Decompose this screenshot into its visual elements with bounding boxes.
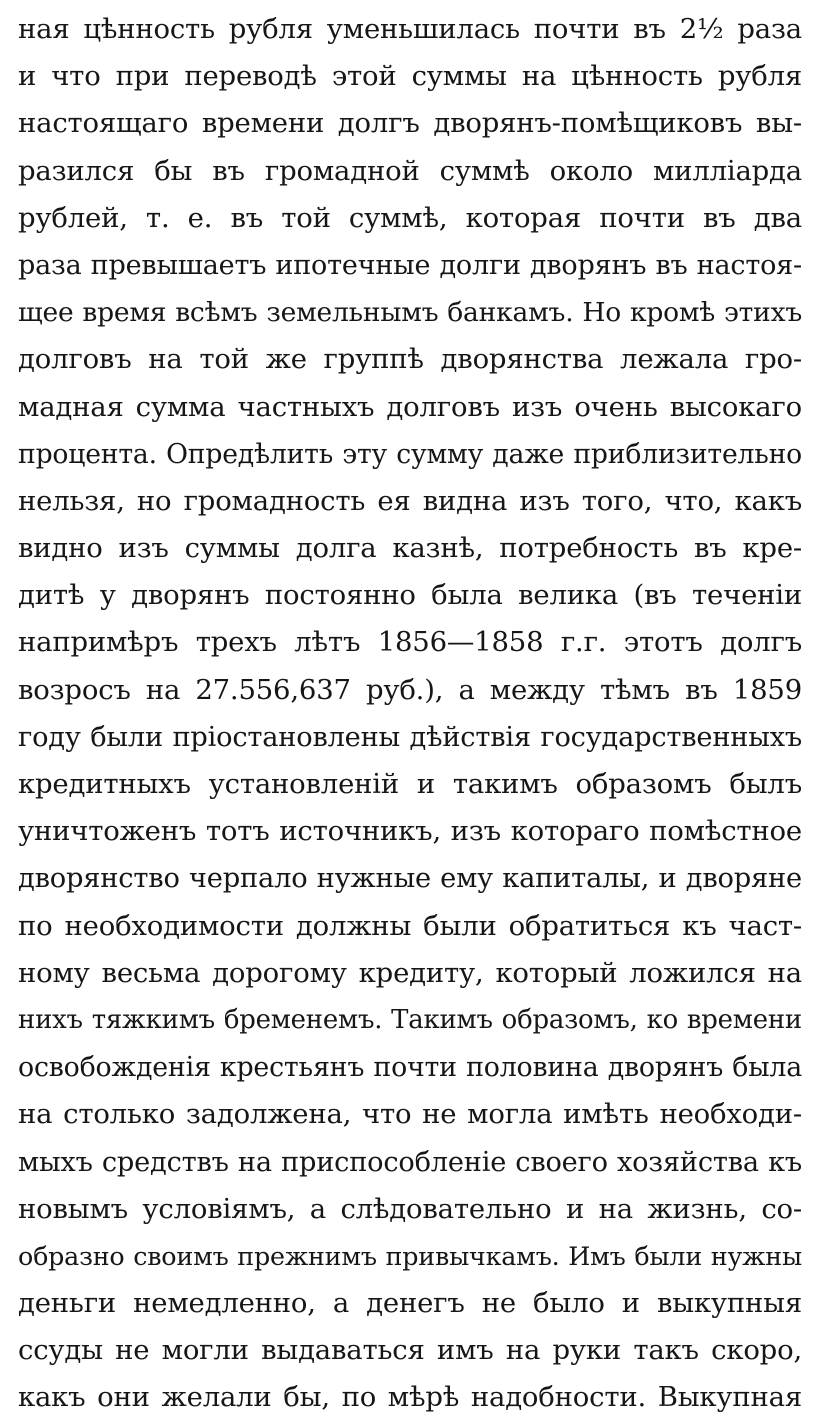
text-line: напримѣръ трехъ лѣтъ 1856—1858 г.г. этотъ долгъ: [18, 626, 802, 659]
text-line: мадная сумма частныхъ долговъ изъ очень высокаго: [18, 390, 802, 423]
text-line: ссуды не могли выдаваться имъ на руки такъ скоро,: [18, 1334, 802, 1367]
text-line: и что при переводѣ этой суммы на цѣнность рубля: [18, 60, 802, 93]
text-line: образно своимъ прежнимъ привычкамъ. Имъ были нужны: [18, 1240, 802, 1271]
text-line: новымъ условiямъ, а слѣдовательно и на жизнь, со-: [18, 1192, 802, 1225]
text-line: долговъ на той же группѣ дворянства лежала гро-: [18, 343, 802, 376]
text-line: мыхъ средствъ на приспособленiе своего хозяйства къ: [18, 1146, 802, 1178]
text-line: ному весьма дорогому кредиту, который ложился на: [18, 956, 802, 989]
text-line: какъ они желали бы, по мѣрѣ надобности. Выкупная: [18, 1381, 802, 1414]
text-line: дитѣ у дворянъ постоянно была велика (въ теченiи: [18, 579, 802, 612]
text-line: деньги немедленно, а денегъ не было и выкупныя: [18, 1287, 802, 1320]
text-line: процента. Опредѣлить эту сумму даже приблизительно: [18, 438, 802, 470]
text-line: освобожденiя крестьянъ почти половина дворянъ была: [18, 1052, 802, 1084]
text-line: уничтоженъ тотъ источникъ, изъ котораго помѣстное: [18, 815, 802, 848]
text-line: щее время всѣмъ земельнымъ банкамъ. Но кромѣ этихъ: [18, 297, 802, 329]
text-line: нихъ тяжкимъ бременемъ. Такимъ образомъ, ко времени: [18, 1004, 802, 1035]
text-line: возросъ на 27.556,637 руб.), а между тѣмъ въ 1859: [18, 673, 802, 706]
text-line: по необходимости должны были обратиться къ част-: [18, 909, 802, 942]
document-page: [18, 6, 802, 1422]
text-line: нельзя, но громадность ея видна изъ того, что, какъ: [18, 484, 802, 517]
text-line: на столько задолжена, что не могла имѣть необходи-: [18, 1098, 802, 1131]
text-line: раза превышаетъ ипотечные долги дворянъ въ настоя-: [18, 249, 802, 281]
text-line: кредитныхъ установленiй и такимъ образомъ былъ: [18, 768, 802, 800]
text-line: дворянство черпало нужные ему капиталы, и дворяне: [18, 863, 802, 895]
text-line: разился бы въ громадной суммѣ около миллiарда: [18, 154, 802, 187]
text-line: настоящаго времени долгъ дворянъ-помѣщиковъ вы-: [18, 107, 802, 140]
text-line: ная цѣнность рубля уменьшилась почти въ 2½ раза: [18, 13, 802, 45]
text-line: году были прiостановлены дѣйствiя государственныхъ: [18, 721, 802, 753]
text-line: рублей, т. е. въ той суммѣ, которая почти въ два: [18, 201, 802, 234]
text-line: видно изъ суммы долга казнѣ, потребность въ кре-: [18, 532, 802, 565]
